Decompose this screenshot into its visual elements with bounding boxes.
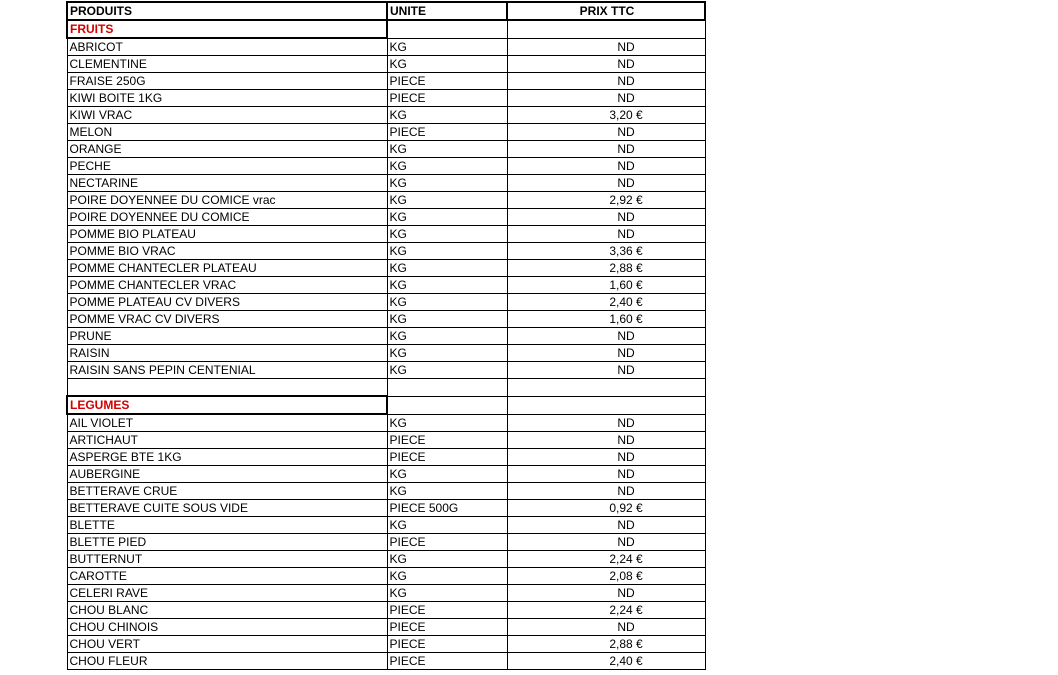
section-unit-cell <box>387 20 507 38</box>
product-unit: KG <box>387 192 507 209</box>
product-name: PRUNE <box>67 328 387 345</box>
table-row <box>67 192 705 209</box>
table-row <box>67 56 705 73</box>
product-name: POMME BIO PLATEAU <box>67 226 387 243</box>
product-name: CELERI RAVE <box>67 585 387 602</box>
product-name: POIRE DOYENNEE DU COMICE <box>67 209 387 226</box>
product-unit: KG <box>387 585 507 602</box>
product-name: NECTARINE <box>67 175 387 192</box>
blank-row <box>67 379 705 397</box>
product-price: 2,40 € <box>507 294 705 311</box>
product-name: CLEMENTINE <box>67 56 387 73</box>
table-row <box>67 311 705 328</box>
product-name: KIWI BOITE 1KG <box>67 90 387 107</box>
product-name: ASPERGE BTE 1KG <box>67 449 387 466</box>
table-row <box>67 551 705 568</box>
table-row <box>67 362 705 379</box>
product-name: POMME BIO VRAC <box>67 243 387 260</box>
table-row <box>67 636 705 653</box>
table-row <box>67 209 705 226</box>
section-unit-cell <box>387 396 507 414</box>
product-unit: KG <box>387 551 507 568</box>
product-name: BLETTE <box>67 517 387 534</box>
product-unit: KG <box>387 209 507 226</box>
product-price: 2,88 € <box>507 636 705 653</box>
product-unit: PIECE <box>387 602 507 619</box>
product-price: 2,24 € <box>507 551 705 568</box>
product-price: ND <box>507 56 705 73</box>
table-row <box>67 226 705 243</box>
product-price: ND <box>507 90 705 107</box>
product-unit: KG <box>387 38 507 56</box>
table-row <box>67 483 705 500</box>
product-name: RAISIN <box>67 345 387 362</box>
table-row <box>67 517 705 534</box>
product-unit: KG <box>387 311 507 328</box>
blank-cell <box>67 379 387 397</box>
price-column-header: PRIX TTC <box>507 2 705 20</box>
product-unit: KG <box>387 328 507 345</box>
header-row <box>67 2 705 20</box>
product-price: ND <box>507 209 705 226</box>
table-row <box>67 328 705 345</box>
product-price: 2,92 € <box>507 192 705 209</box>
product-unit: KG <box>387 568 507 585</box>
product-name: POIRE DOYENNEE DU COMICE vrac <box>67 192 387 209</box>
product-unit: PIECE <box>387 619 507 636</box>
product-name: MELON <box>67 124 387 141</box>
product-unit: KG <box>387 56 507 73</box>
section-title: LEGUMES <box>67 396 387 414</box>
product-price: 1,60 € <box>507 277 705 294</box>
product-unit: PIECE 500G <box>387 500 507 517</box>
price-list-table <box>66 1 706 670</box>
table-row <box>67 175 705 192</box>
table-row <box>67 124 705 141</box>
table-row <box>67 243 705 260</box>
product-name: AIL VIOLET <box>67 414 387 432</box>
blank-cell <box>387 379 507 397</box>
product-price: ND <box>507 158 705 175</box>
product-price: 2,08 € <box>507 568 705 585</box>
product-name: POMME PLATEAU CV DIVERS <box>67 294 387 311</box>
product-unit: KG <box>387 414 507 432</box>
product-price: ND <box>507 328 705 345</box>
table-row <box>67 158 705 175</box>
product-name: KIWI VRAC <box>67 107 387 124</box>
product-unit: KG <box>387 260 507 277</box>
product-name: ORANGE <box>67 141 387 158</box>
product-price: ND <box>507 619 705 636</box>
table-row <box>67 449 705 466</box>
table-row <box>67 38 705 56</box>
product-price: ND <box>507 466 705 483</box>
product-name: CHOU BLANC <box>67 602 387 619</box>
product-name: ARTICHAUT <box>67 432 387 449</box>
table-row <box>67 107 705 124</box>
product-unit: PIECE <box>387 124 507 141</box>
product-unit: KG <box>387 294 507 311</box>
product-unit: KG <box>387 517 507 534</box>
product-price: ND <box>507 432 705 449</box>
product-name: BETTERAVE CUITE SOUS VIDE <box>67 500 387 517</box>
product-name: AUBERGINE <box>67 466 387 483</box>
product-unit: KG <box>387 107 507 124</box>
product-price: ND <box>507 226 705 243</box>
table-row <box>67 294 705 311</box>
product-price: ND <box>507 483 705 500</box>
section-price-cell <box>507 396 705 414</box>
product-name: PECHE <box>67 158 387 175</box>
product-name: CHOU CHINOIS <box>67 619 387 636</box>
product-column-header: PRODUITS <box>67 2 387 20</box>
table-row <box>67 568 705 585</box>
product-price: ND <box>507 585 705 602</box>
product-price: 0,92 € <box>507 500 705 517</box>
product-price: ND <box>507 73 705 90</box>
product-price: ND <box>507 414 705 432</box>
product-name: POMME VRAC CV DIVERS <box>67 311 387 328</box>
product-price: ND <box>507 38 705 56</box>
table-row <box>67 585 705 602</box>
product-unit: PIECE <box>387 449 507 466</box>
product-name: FRAISE 250G <box>67 73 387 90</box>
table-row <box>67 534 705 551</box>
table-row <box>67 466 705 483</box>
product-name: POMME CHANTECLER PLATEAU <box>67 260 387 277</box>
product-unit: KG <box>387 345 507 362</box>
section-header-row <box>67 20 705 38</box>
product-unit: PIECE <box>387 534 507 551</box>
product-unit: KG <box>387 141 507 158</box>
product-unit: PIECE <box>387 90 507 107</box>
product-unit: PIECE <box>387 636 507 653</box>
table-row <box>67 432 705 449</box>
product-price: ND <box>507 449 705 466</box>
product-price: 3,20 € <box>507 107 705 124</box>
product-price: 3,36 € <box>507 243 705 260</box>
product-unit: PIECE <box>387 653 507 670</box>
product-price: 2,24 € <box>507 602 705 619</box>
product-name: BLETTE PIED <box>67 534 387 551</box>
product-price: ND <box>507 362 705 379</box>
product-name: BUTTERNUT <box>67 551 387 568</box>
product-name: CHOU VERT <box>67 636 387 653</box>
table-row <box>67 90 705 107</box>
section-price-cell <box>507 20 705 38</box>
product-name: RAISIN SANS PEPIN CENTENIAL <box>67 362 387 379</box>
product-name: ABRICOT <box>67 38 387 56</box>
blank-cell <box>507 379 705 397</box>
table-row <box>67 277 705 294</box>
product-name: CAROTTE <box>67 568 387 585</box>
table-row <box>67 260 705 277</box>
product-name: CHOU FLEUR <box>67 653 387 670</box>
table-row <box>67 73 705 90</box>
product-unit: KG <box>387 158 507 175</box>
table-row <box>67 653 705 670</box>
table-row <box>67 345 705 362</box>
product-unit: KG <box>387 226 507 243</box>
product-unit: KG <box>387 483 507 500</box>
product-name: BETTERAVE CRUE <box>67 483 387 500</box>
product-price: 2,88 € <box>507 260 705 277</box>
product-price: ND <box>507 141 705 158</box>
product-price: ND <box>507 534 705 551</box>
table-row <box>67 602 705 619</box>
product-unit: KG <box>387 466 507 483</box>
unit-column-header: UNITE <box>387 2 507 20</box>
product-name: POMME CHANTECLER VRAC <box>67 277 387 294</box>
product-price: ND <box>507 124 705 141</box>
table-row <box>67 141 705 158</box>
product-unit: PIECE <box>387 73 507 90</box>
product-unit: KG <box>387 277 507 294</box>
product-price: 2,40 € <box>507 653 705 670</box>
product-price: 1,60 € <box>507 311 705 328</box>
table-row <box>67 500 705 517</box>
product-price: ND <box>507 175 705 192</box>
product-unit: KG <box>387 243 507 260</box>
section-title: FRUITS <box>67 20 387 38</box>
product-price: ND <box>507 517 705 534</box>
table-row <box>67 619 705 636</box>
product-unit: KG <box>387 362 507 379</box>
product-unit: KG <box>387 175 507 192</box>
product-unit: PIECE <box>387 432 507 449</box>
table-row <box>67 414 705 432</box>
product-price: ND <box>507 345 705 362</box>
section-header-row <box>67 396 705 414</box>
